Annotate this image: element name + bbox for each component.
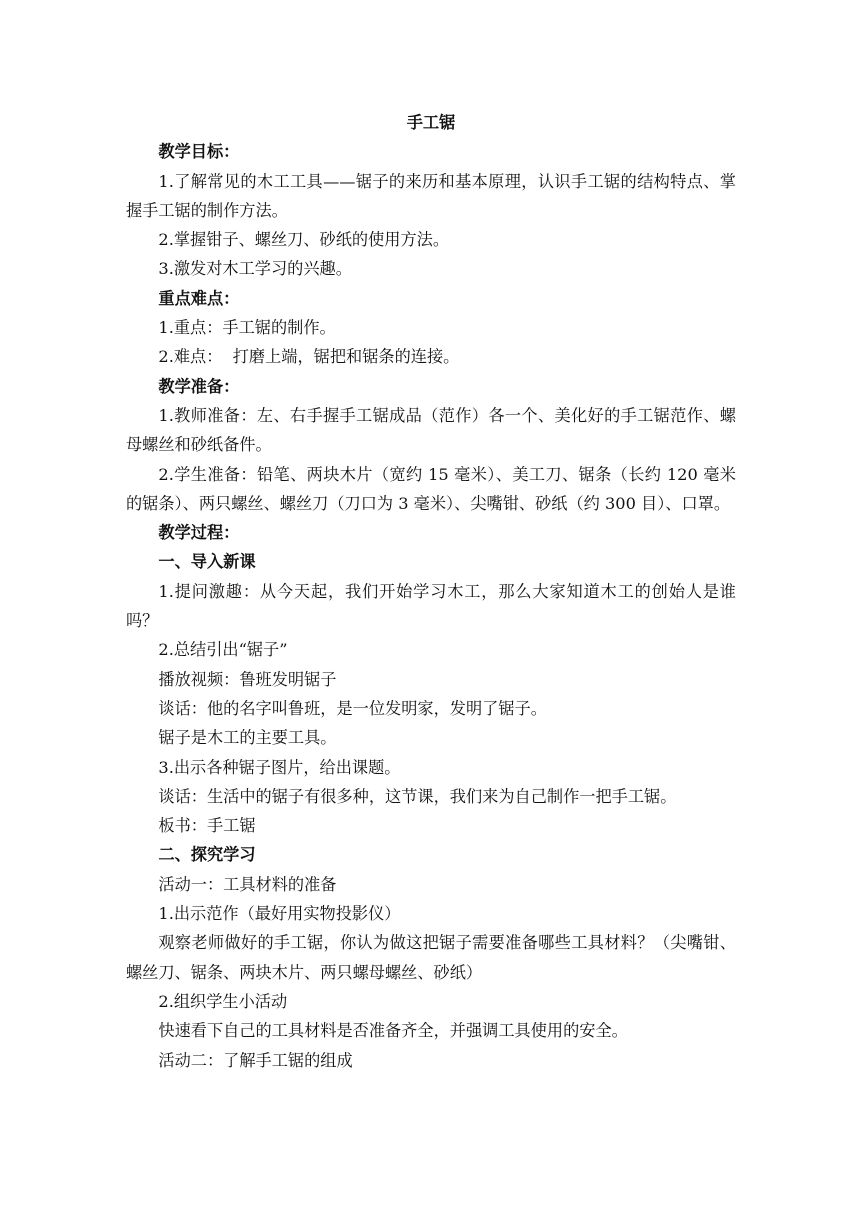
section-heading: 教学目标： xyxy=(158,142,240,162)
section-heading: 一、导入新课 xyxy=(158,552,256,572)
document-body xyxy=(126,108,736,1075)
document-title: 手工锯 xyxy=(406,113,456,132)
paragraph: 1.提问激趣：从今天起，我们开始学习木工，那么大家知道木工的创始人是谁吗？ xyxy=(126,581,736,631)
paragraph: 1.出示范作（最好用实物投影仪） xyxy=(158,904,401,924)
paragraph: 2.学生准备：铅笔、两块木片（宽约 15 毫米）、美工刀、锯条（长约 120 毫米的锯条）、两只螺丝、螺丝刀（刀口为 3 毫米）、尖嘴钳、砂纸（约 300 目）、口罩。 xyxy=(126,464,736,513)
paragraph: 3.出示各种锯子图片，给出课题。 xyxy=(158,757,401,777)
paragraph: 活动二：了解手工锯的组成 xyxy=(158,1050,353,1070)
paragraph: 播放视频：鲁班发明锯子 xyxy=(158,669,337,689)
paragraph: 1.教师准备：左、右手握手工锯成品（范作）各一个、美化好的手工锯范作、螺母螺丝和砂纸备件。 xyxy=(126,405,736,455)
paragraph: 快速看下自己的工具材料是否准备齐全，并强调工具使用的安全。 xyxy=(158,1021,628,1041)
paragraph: 2.总结引出“锯子” xyxy=(158,640,288,660)
paragraph: 锯子是木工的主要工具。 xyxy=(158,728,337,748)
section-heading: 教学过程： xyxy=(158,523,240,543)
section-heading: 二、探究学习 xyxy=(158,845,256,865)
paragraph: 谈话：他的名字叫鲁班，是一位发明家，发明了锯子。 xyxy=(158,698,547,718)
section-heading: 重点难点： xyxy=(158,288,240,308)
paragraph: 1.了解常见的木工工具——锯子的来历和基本原理，认识手工锯的结构特点、掌握手工锯的制作方法。 xyxy=(126,171,736,220)
paragraph: 板书：手工锯 xyxy=(158,816,256,836)
section-heading: 教学准备： xyxy=(158,376,240,396)
paragraph: 观察老师做好的手工锯，你认为做这把锯子需要准备哪些工具材料？（尖嘴钳、螺丝刀、锯条、两块木片、两只螺母螺丝、砂纸） xyxy=(126,933,736,982)
paragraph: 谈话：生活中的锯子有很多种，这节课，我们来为自己制作一把手工锯。 xyxy=(158,786,677,806)
paragraph: 2.难点： 打磨上端，锯把和锯条的连接。 xyxy=(158,347,460,367)
paragraph: 2.组织学生小活动 xyxy=(158,991,288,1011)
paragraph: 3.激发对木工学习的兴趣。 xyxy=(158,259,352,279)
paragraph: 1.重点：手工锯的制作。 xyxy=(158,318,336,338)
paragraph: 活动一：工具材料的准备 xyxy=(158,874,337,894)
paragraph: 2.掌握钳子、螺丝刀、砂纸的使用方法。 xyxy=(158,230,450,250)
